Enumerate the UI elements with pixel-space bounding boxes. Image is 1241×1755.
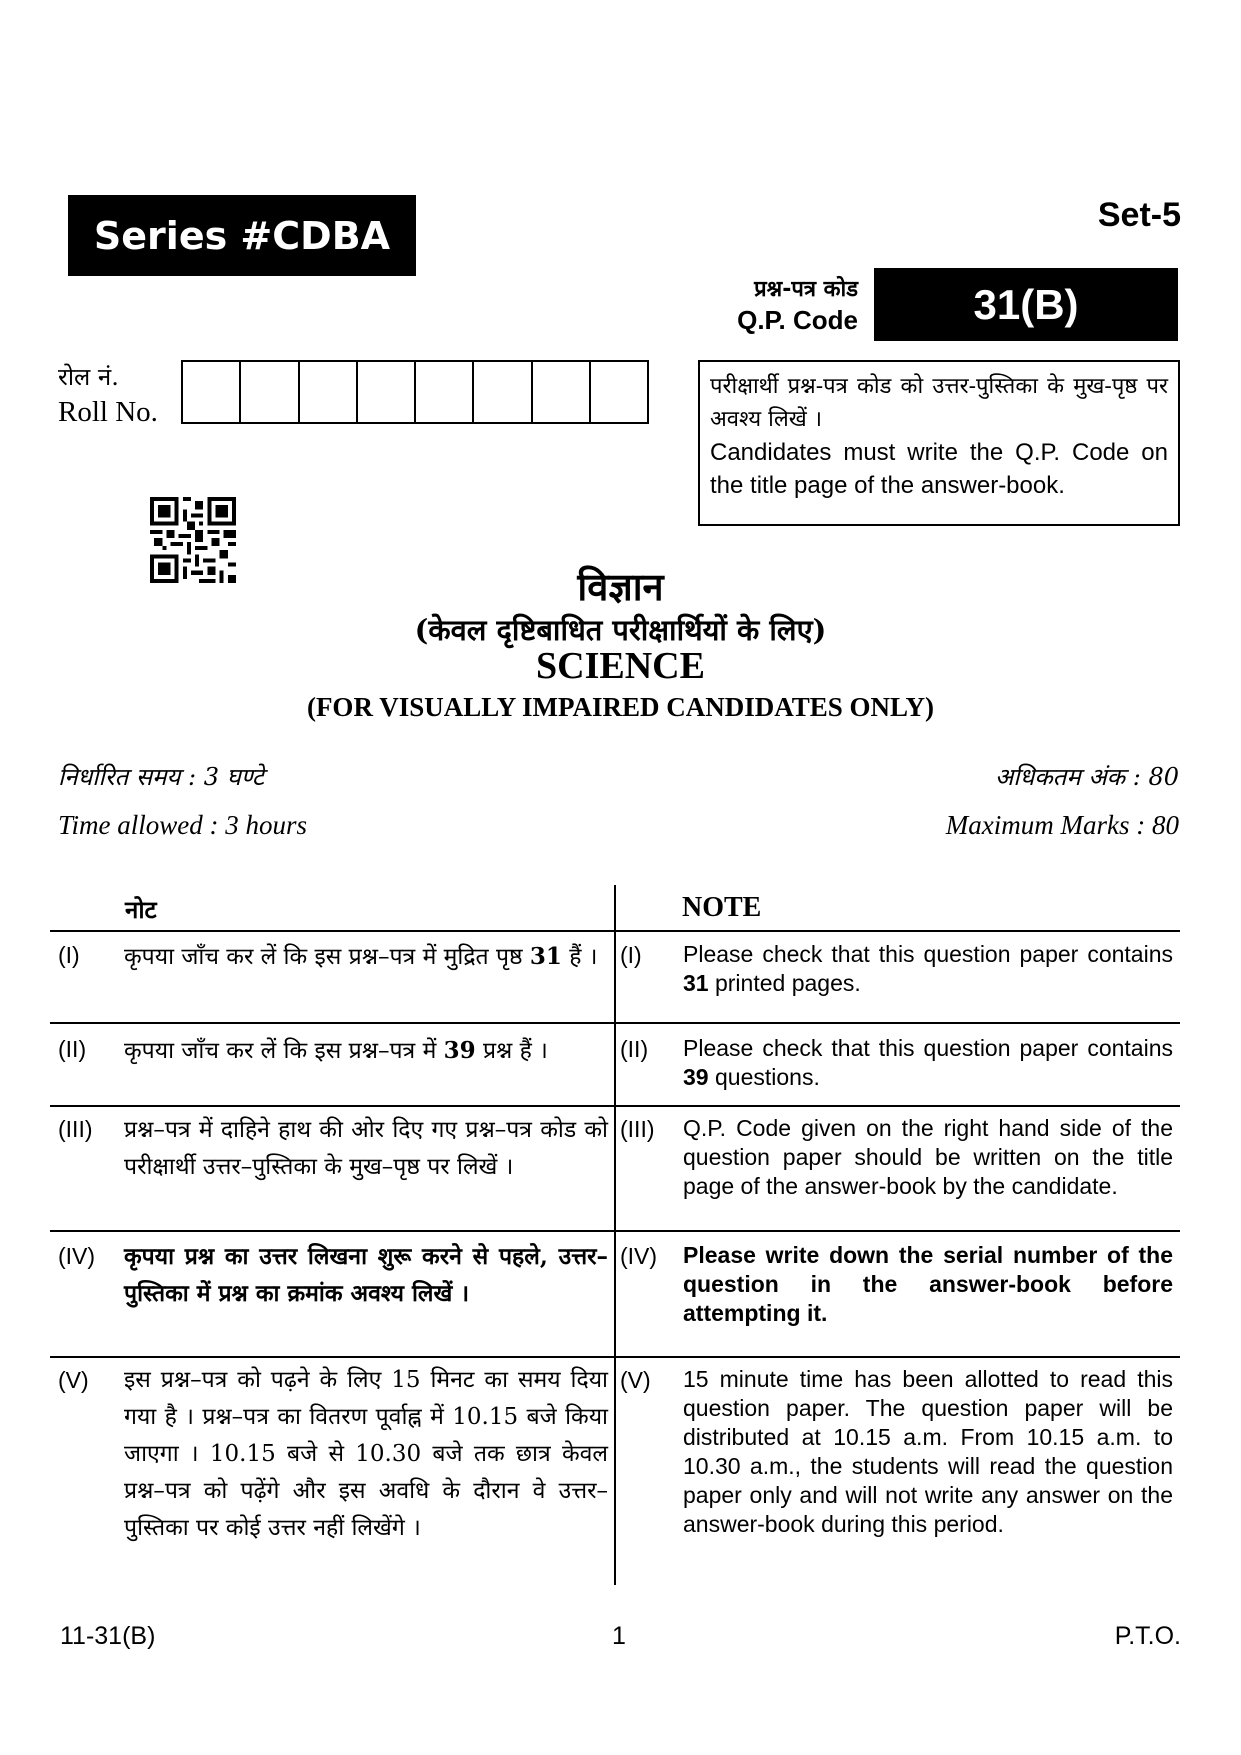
note-number: (II)	[620, 1036, 649, 1062]
note-text-hindi: कृपया जाँच कर लें कि इस प्रश्न–पत्र में 39 प्रश्न हैं ।	[124, 1037, 548, 1064]
note-text-hindi: कृपया प्रश्न का उत्तर लिखना शुरू करने से पहले, उत्तर–पुस्तिका में प्रश्न का क्रमांक अवश्य लिखें ।	[124, 1243, 608, 1307]
time-allowed: Time allowed : 3 hours	[58, 810, 308, 840]
note-text-hindi: प्रश्न–पत्र में दाहिने हाथ की ओर दिए गए प्रश्न–पत्र कोड को परीक्षार्थी उत्तर–पुस्तिका के मुख–पृष्ठ पर लिखें ।	[124, 1117, 608, 1180]
qp-code-instruction-box	[698, 360, 1180, 526]
note-text: 15 minute time has been allotted to read this question paper. The question paper will be distributed at 10.15 a.m. From 10.15 a.m. to 10.30 a.m., the students will read the question paper only and will not write any answer on the answer-book during this period.	[683, 1366, 1173, 1537]
subject-note: (FOR VISUALLY IMPAIRED CANDIDATES ONLY)	[306, 692, 935, 722]
roll-label: Roll No.	[58, 396, 158, 428]
notes-heading-hindi: नोट	[125, 895, 157, 924]
roll-digit-box	[591, 362, 647, 422]
page-number: 1	[612, 1622, 626, 1650]
note-text: Please write down the serial number of the question in the answer-book before attempting it.	[683, 1242, 1173, 1326]
roll-digit-box	[241, 362, 299, 422]
max-marks-hindi: अधिकतम अंक : 80	[994, 763, 1179, 791]
set-number: Set-5	[1097, 196, 1181, 234]
note-text: Q.P. Code given on the right hand side of the question paper should be written on the title page of the answer-book by the candidate.	[683, 1115, 1173, 1199]
roll-digit-box	[300, 362, 358, 422]
qp-code-value: 31(B)	[874, 268, 1178, 341]
note-number: (III)	[620, 1116, 655, 1142]
subject-title-hindi: विज्ञान	[577, 564, 664, 609]
instruction-english: Candidates must write the Q.P. Code on the title page of the answer-book.	[710, 439, 1168, 499]
roll-digit-box	[358, 362, 416, 422]
note-number: (IV)	[58, 1243, 96, 1269]
notes-divider	[50, 930, 1180, 932]
roll-digit-box	[474, 362, 532, 422]
notes-divider	[50, 1356, 1180, 1358]
notes-divider	[50, 1022, 1180, 1024]
series-label: Series #CDBA	[68, 195, 416, 276]
note-number: (IV)	[620, 1243, 658, 1269]
notes-divider	[50, 1230, 1180, 1232]
notes-column-divider	[614, 885, 616, 1585]
note-number: (II)	[58, 1036, 87, 1062]
roll-label-hindi: रोल नं.	[58, 363, 119, 391]
footer-code: 11-31(B)	[60, 1622, 156, 1650]
notes-divider	[50, 1105, 1180, 1107]
qp-code-label: Q.P. Code	[737, 305, 858, 335]
note-text-hindi: कृपया जाँच कर लें कि इस प्रश्न–पत्र में मुद्रित पृष्ठ 31 हैं ।	[124, 943, 598, 970]
subject-title: SCIENCE	[536, 645, 705, 687]
roll-number-boxes	[181, 360, 649, 424]
note-text: Please check that this question paper contains 39 questions.	[683, 1035, 1173, 1090]
note-number: (I)	[58, 942, 80, 968]
roll-digit-box	[416, 362, 474, 422]
time-allowed-hindi: निर्धारित समय : 3 घण्टे	[58, 763, 265, 791]
instruction-hindi: परीक्षार्थी प्रश्न-पत्र कोड को उत्तर-पुस्तिका के मुख-पृष्ठ पर अवश्य लिखें ।	[710, 374, 1168, 432]
roll-digit-box	[533, 362, 591, 422]
please-turn-over: P.T.O.	[1114, 1622, 1181, 1650]
notes-heading: NOTE	[682, 892, 762, 923]
note-number: (V)	[620, 1367, 651, 1393]
max-marks: Maximum Marks : 80	[945, 810, 1179, 840]
note-number: (III)	[58, 1116, 93, 1142]
roll-digit-box	[183, 362, 241, 422]
note-number: (V)	[58, 1367, 89, 1393]
subject-note-hindi: (केवल दृष्टिबाधित परीक्षार्थियों के लिए)	[414, 613, 827, 647]
note-text: Please check that this question paper contains 31 printed pages.	[683, 941, 1173, 996]
note-text-hindi: इस प्रश्न–पत्र को पढ़ने के लिए 15 मिनट का समय दिया गया है । प्रश्न–पत्र का वितरण पूर्वाह्न में 10.15 बजे किया जाएगा । 10.15 बजे से 10.30 बजे तक छात्र केवल प्रश्न–पत्र को पढ़ेंगे और इस अवधि के दौरान वे उत्तर–पुस्तिका पर कोई उत्तर नहीं लिखेंगे ।	[124, 1367, 608, 1541]
qp-code-label-hindi: प्रश्न-पत्र कोड	[754, 277, 858, 302]
note-number: (I)	[620, 942, 642, 968]
